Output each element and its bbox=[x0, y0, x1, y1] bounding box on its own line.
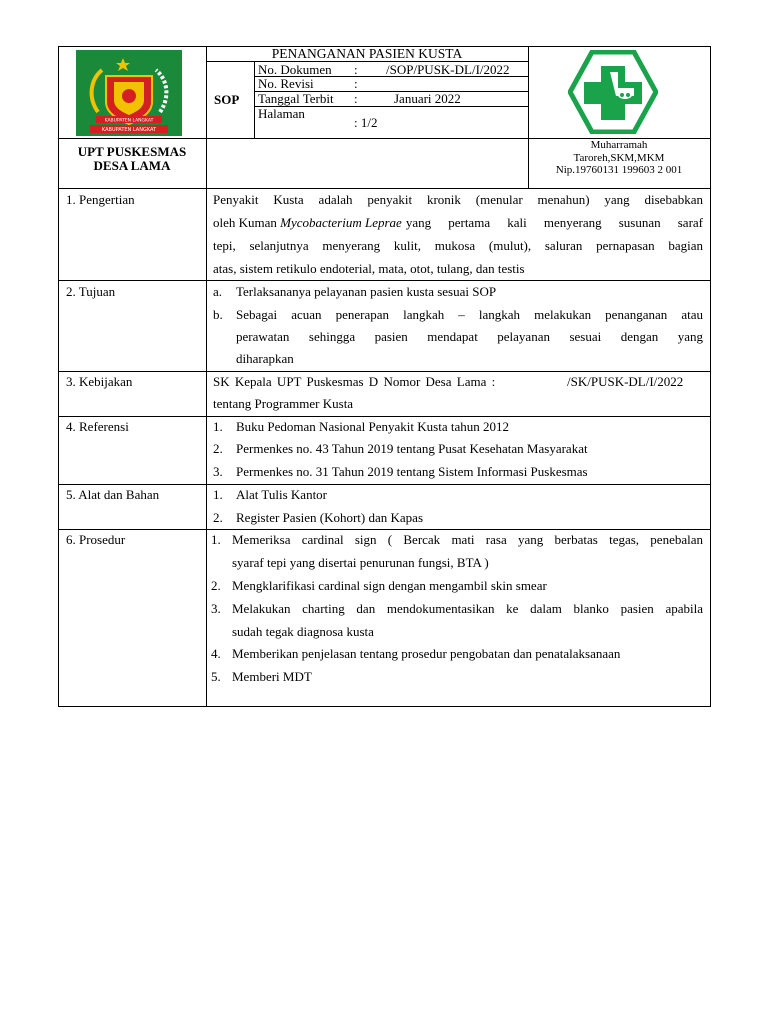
kebijakan-line-1-left: SK Kepala UPT Puskesmas D Nomor Desa Lama : bbox=[213, 374, 496, 389]
field-label-tanggal-terbit: Tanggal Terbit bbox=[258, 91, 334, 106]
field-colon-tanggal-terbit: : bbox=[354, 91, 358, 106]
pengertian-line-2 bbox=[213, 215, 703, 231]
referensi-item-1: Buku Pedoman Nasional Penyakit Kusta tahun 2012 bbox=[236, 419, 509, 434]
alat-item-1: Alat Tulis Kantor bbox=[236, 487, 328, 502]
prosedur-marker-1: 1. bbox=[211, 532, 221, 547]
field-colon-no-dokumen: : bbox=[354, 62, 358, 77]
pengertian-line-2-rest: yang pertama kali menyerang susunan saraf bbox=[405, 215, 703, 230]
referensi-item-3: Permenkes no. 31 Tahun 2019 tentang Sistem Informasi Puskesmas bbox=[236, 464, 588, 479]
pengertian-line-1: Penyakit Kusta adalah penyakit kronik (menular menahun) yang disebabkan bbox=[213, 192, 703, 207]
pengertian-line-3: tepi, selanjutnya menyerang kulit, mukosa (mulut), saluran pernapasan bagian bbox=[213, 238, 703, 253]
pengertian-line-2-prefix: oleh Kuman bbox=[213, 215, 281, 230]
signer-nip: Nip.19760131 199603 2 001 bbox=[555, 164, 683, 176]
section-label-kebijakan: 3. Kebijakan bbox=[66, 374, 133, 389]
kebijakan-line-1-right: /SK/PUSK-DL/I/2022 bbox=[567, 374, 684, 389]
field-label-no-dokumen: No. Dokumen bbox=[258, 62, 332, 77]
prosedur-item-3-line-1: Melakukan charting dan mendokumentasikan ke dalam blanko pasien apabila bbox=[232, 601, 703, 616]
prosedur-item-2: Mengklarifikasi cardinal sign dengan mengambil skin smear bbox=[232, 578, 547, 593]
prosedur-marker-4: 4. bbox=[211, 646, 221, 661]
referensi-marker-3: 3. bbox=[213, 464, 223, 479]
alat-marker-1: 1. bbox=[213, 487, 223, 502]
prosedur-item-5: Memberi MDT bbox=[232, 669, 312, 684]
tujuan-item-a: Terlaksananya pelayanan pasien kusta sesuai SOP bbox=[236, 284, 497, 299]
tujuan-item-b-line-2: perawatan sehingga pasien mendapat pelayanan sesuai dengan yang bbox=[236, 329, 703, 344]
alat-marker-2: 2. bbox=[213, 510, 223, 525]
referensi-item-2: Permenkes no. 43 Tahun 2019 tentang Pusat Kesehatan Masyarakat bbox=[236, 441, 588, 456]
sop-label: SOP bbox=[214, 92, 240, 107]
prosedur-item-1-line-1: Memeriksa cardinal sign ( Bercak mati rasa yang berbatas tegas, penebalan bbox=[232, 532, 703, 547]
section-label-alat-dan-bahan: 5. Alat dan Bahan bbox=[66, 487, 160, 502]
tujuan-item-b-line-3: diharapkan bbox=[236, 351, 294, 366]
prosedur-item-3-line-2: sudah tegak diagnosa kusta bbox=[232, 624, 374, 639]
tujuan-item-b-line-1: Sebagai acuan penerapan langkah – langkah melakukan penanganan atau bbox=[236, 307, 703, 322]
org-name-line1: UPT PUSKESMAS bbox=[77, 144, 187, 159]
pengertian-organism-name: Mycobacterium Leprae bbox=[280, 215, 402, 230]
referensi-marker-1: 1. bbox=[213, 419, 223, 434]
prosedur-marker-5: 5. bbox=[211, 669, 221, 684]
alat-item-2: Register Pasien (Kohort) dan Kapas bbox=[236, 510, 424, 525]
section-label-pengertian: 1. Pengertian bbox=[66, 192, 135, 207]
kabupaten-langkat-logo bbox=[76, 50, 182, 136]
signer-name-line2: Taroreh,SKM,MKM bbox=[573, 152, 665, 164]
prosedur-item-4: Memberikan penjelasan tentang prosedur pengobatan dan penatalaksanaan bbox=[232, 646, 621, 661]
org-name-line2: DESA LAMA bbox=[93, 158, 171, 173]
document-title: PENANGANAN PASIEN KUSTA bbox=[271, 46, 463, 61]
field-label-halaman: Halaman bbox=[258, 106, 305, 121]
puskesmas-logo bbox=[568, 50, 658, 134]
signer-name-line1: Muharramah bbox=[590, 139, 648, 151]
section-label-prosedur: 6. Prosedur bbox=[66, 532, 126, 547]
field-value-tanggal-terbit: Januari 2022 bbox=[394, 91, 461, 106]
tujuan-marker-a: a. bbox=[213, 284, 223, 299]
field-label-no-revisi: No. Revisi bbox=[258, 76, 314, 91]
referensi-marker-2: 2. bbox=[213, 441, 223, 456]
section-label-referensi: 4. Referensi bbox=[66, 419, 129, 434]
prosedur-marker-2: 2. bbox=[211, 578, 221, 593]
prosedur-item-1-line-2: syaraf tepi yang disertai penurunan fungsi, BTA ) bbox=[232, 555, 489, 570]
prosedur-marker-3: 3. bbox=[211, 601, 221, 616]
pengertian-line-4: atas, sistem retikulo endoterial, mata, otot, tulang, dan testis bbox=[213, 261, 525, 276]
field-value-halaman: : 1/2 bbox=[354, 115, 378, 130]
tujuan-marker-b: b. bbox=[213, 307, 223, 322]
field-colon-no-revisi: : bbox=[354, 76, 358, 91]
logo-ribbon-text-top: KABUPATEN LANGKAT bbox=[104, 118, 154, 124]
kebijakan-line-2: tentang Programmer Kusta bbox=[213, 396, 354, 411]
section-label-tujuan: 2. Tujuan bbox=[66, 284, 116, 299]
field-value-no-dokumen: /SOP/PUSK-DL/I/2022 bbox=[386, 62, 510, 77]
logo-ribbon-text-bottom: KABUPATEN LANGKAT bbox=[101, 127, 157, 133]
